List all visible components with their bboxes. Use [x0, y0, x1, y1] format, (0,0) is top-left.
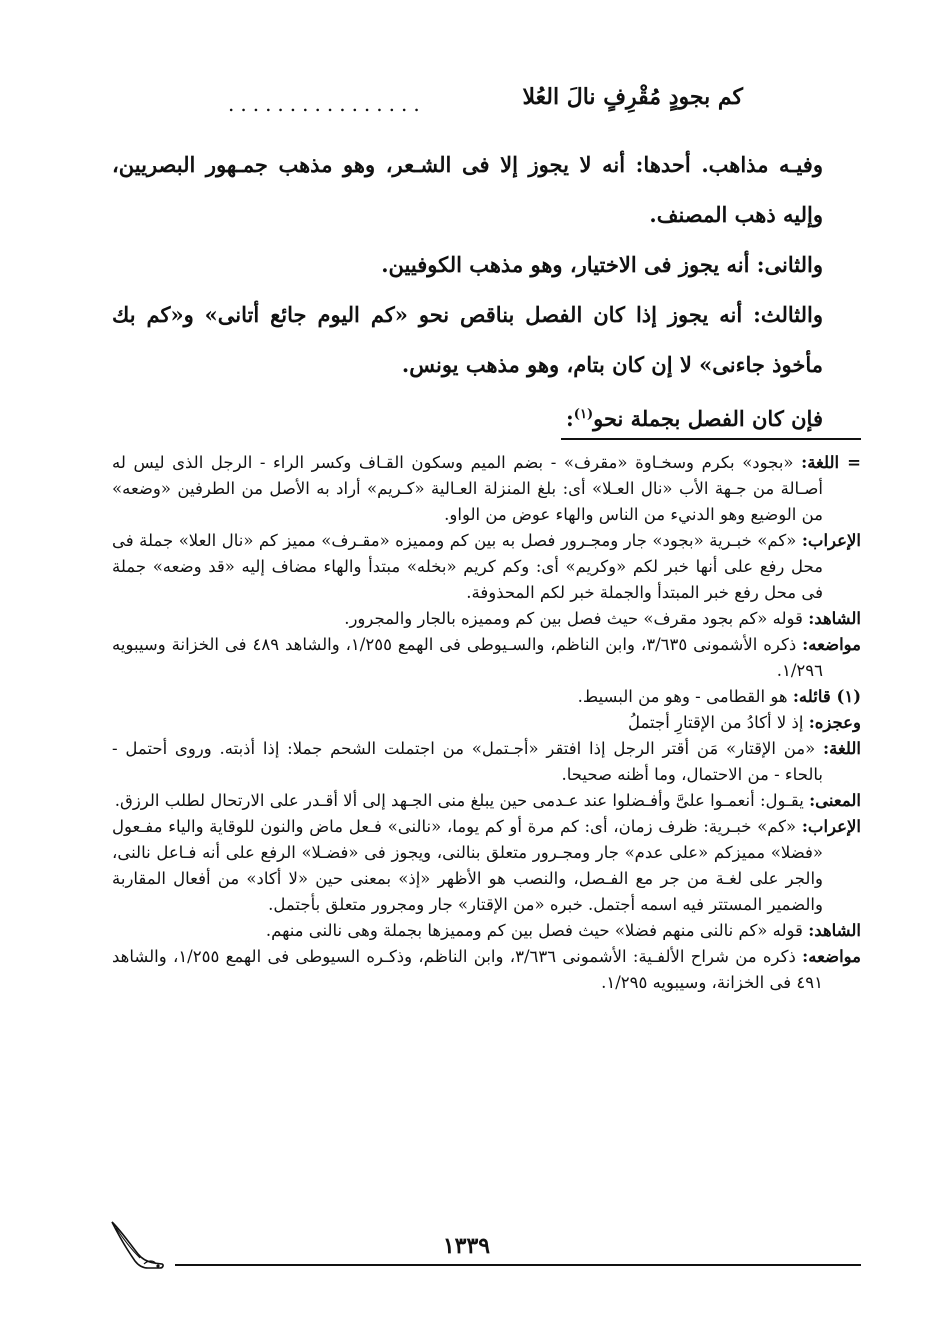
note-label: وعجزه:: [808, 713, 861, 732]
note-mana: [112, 788, 861, 814]
quill-pen-icon: [108, 1218, 170, 1272]
verse-line: كم بجودٍ مُقْرِفٍ نالَ العُلا: [522, 84, 743, 110]
paragraph-4: [112, 390, 861, 444]
note-shahid-2: [112, 918, 861, 944]
note-mawadi-2: [112, 944, 861, 996]
paragraph-2: والثانى: أنه يجوز فى الاختيار، وهو مذهب الكوفيين.: [381, 252, 823, 277]
note-label: المعنى:: [809, 791, 861, 810]
note-text: ذكره من شراح الألفـية: الأشمونى ٣/٦٣٦، وابن الناظم، وذكـره السيوطى فى الهمع ١/٢٥٥، والشاهد ٤٩١ فى الخزانة، وسيبويه ١/٢٩٥.: [112, 947, 823, 992]
paragraph-1: وفيـه مذاهب. أحدها: أنه لا يجوز إلا فى الشـعر، وهو مذهب جمـهور البصريين، وإليه ذهب المصنف.: [112, 152, 823, 227]
verse-ellipsis: ................: [228, 92, 426, 116]
note-text: هو القطامى - وهو من البسيط.: [577, 687, 788, 706]
note-label: الإعراب:: [801, 817, 861, 836]
note-mawadi-1: [112, 632, 861, 684]
footnote-ref-1[interactable]: (١): [573, 407, 594, 422]
note-label: مواضعه:: [802, 635, 862, 654]
note-text: إذ لا أكادُ من الإقتارِ أجتملُ: [628, 713, 804, 732]
note-label: الشاهد:: [808, 609, 861, 628]
note-text: «من الإقتار» مَن أقتر الرجل إذا افتقر «أجـتمل» من اجتملت الشحم جملا: إذا أذبته. وروى أحتمل - بالحاء - من الاحتمال، وما أظنه صحيحا.: [112, 739, 823, 784]
note-lugha-1: [112, 450, 861, 528]
paragraph-4-text: فإن كان الفصل بجملة نحو: [593, 406, 823, 431]
note-label: (١) قائله:: [792, 687, 861, 706]
note-text: قوله «كم بجود مقرف» حيث فصل بين كم ومميزه بالجار والمجرور.: [344, 609, 803, 628]
paragraph-4-colon: :: [566, 406, 574, 431]
note-text: «كم» خبـرية: ظرف زمان، أى: كم مرة أو كم يوما، «نالنى» فـعل ماض والنون للوقاية والياء مفـعول «فضلا» مميزكم «على عدم» جار ومجـرور متعلق بنالنى، ويجوز فى «فضـلا» الرفع على أنه فـاعل نالنى، والجر على لغـة من جر مع الفـصل، والنصب هو الأظهر «إذ» بمعنى حين «لا أكاد» من أفعال المقاربة والضمير المستتر فيه اسمه أجتمل. خبره «من الإقتار» جار ومجرور متعلق بأجتمل.: [112, 817, 823, 914]
note-text: ذكره الأشمونى ٣/٦٣٥، وابن الناظم، والسـيوطى فى الهمع ١/٢٥٥، والشاهد ٤٨٩ فى الخزانة وسيبويه ١/٢٩٦.: [112, 635, 823, 680]
page-number: ١٣٣٩: [442, 1233, 491, 1259]
note-irab-2: [112, 814, 861, 918]
footnotes: [112, 450, 861, 996]
footnote-separator: [561, 438, 861, 440]
note-text: يقـول: أنعمـوا علىَّ وأفـضلوا عند عـدمى حين يبلغ منى الجـهد إلى ألا أقـدر على الارتحال لطلب الرزق.: [114, 791, 804, 810]
note-shahid-1: [112, 606, 861, 632]
note-label: اللغة:: [823, 739, 861, 758]
note-irab-1: [112, 528, 861, 606]
bottom-rule: [175, 1264, 861, 1266]
note-label: الشاهد:: [808, 921, 861, 940]
note-lugha-2: [112, 736, 861, 788]
main-text: [112, 140, 861, 444]
paragraph-3: والثالث: أنه يجوز إذا كان الفصل بناقص نحو «كم اليوم جائع أتانى» و«كم بك مأخوذ جاءنى» لا إن كان بتام، وهو مذهب يونس.: [112, 302, 823, 377]
note-label: = اللغة:: [801, 453, 861, 472]
note-text: «بجود» بكرم وسخـاوة «مقرف» - بضم الميم وسكون القـاف وكسر الراء - الرجل الذى ليس له أصـالة من جـهة الأب «نال العـلا» أى: بلغ المنزلة العـالية «كـريم» أراد به الأصل من الطرفين «وضعه» من الوضيع وهو الدنيء من الناس والهاء عوض من الواو.: [112, 453, 823, 524]
note-text: «كم» خبـرية «بجود» جار ومجـرور فصل به بين كم ومميزه «مقـرف» مميز كم «نال العلا» جملة فى محل رفع على أنها خبر لكم «وكريم» أى: وكم كريم «بخله» مبتدأ والهاء مضاف إليه «قد وضعه» جملة فى محل رفع خبر المبتدأ والجملة خبر لكم المحذوفة.: [112, 531, 823, 602]
note-text: قوله «كم نالنى منهم فضلا» حيث فصل بين كم ومميزها بجملة وهى نالنى منهم.: [265, 921, 803, 940]
note-ajuz: [112, 710, 861, 736]
note-label: الإعراب:: [801, 531, 861, 550]
note-qaail: [112, 684, 861, 710]
note-label: مواضعه:: [802, 947, 862, 966]
